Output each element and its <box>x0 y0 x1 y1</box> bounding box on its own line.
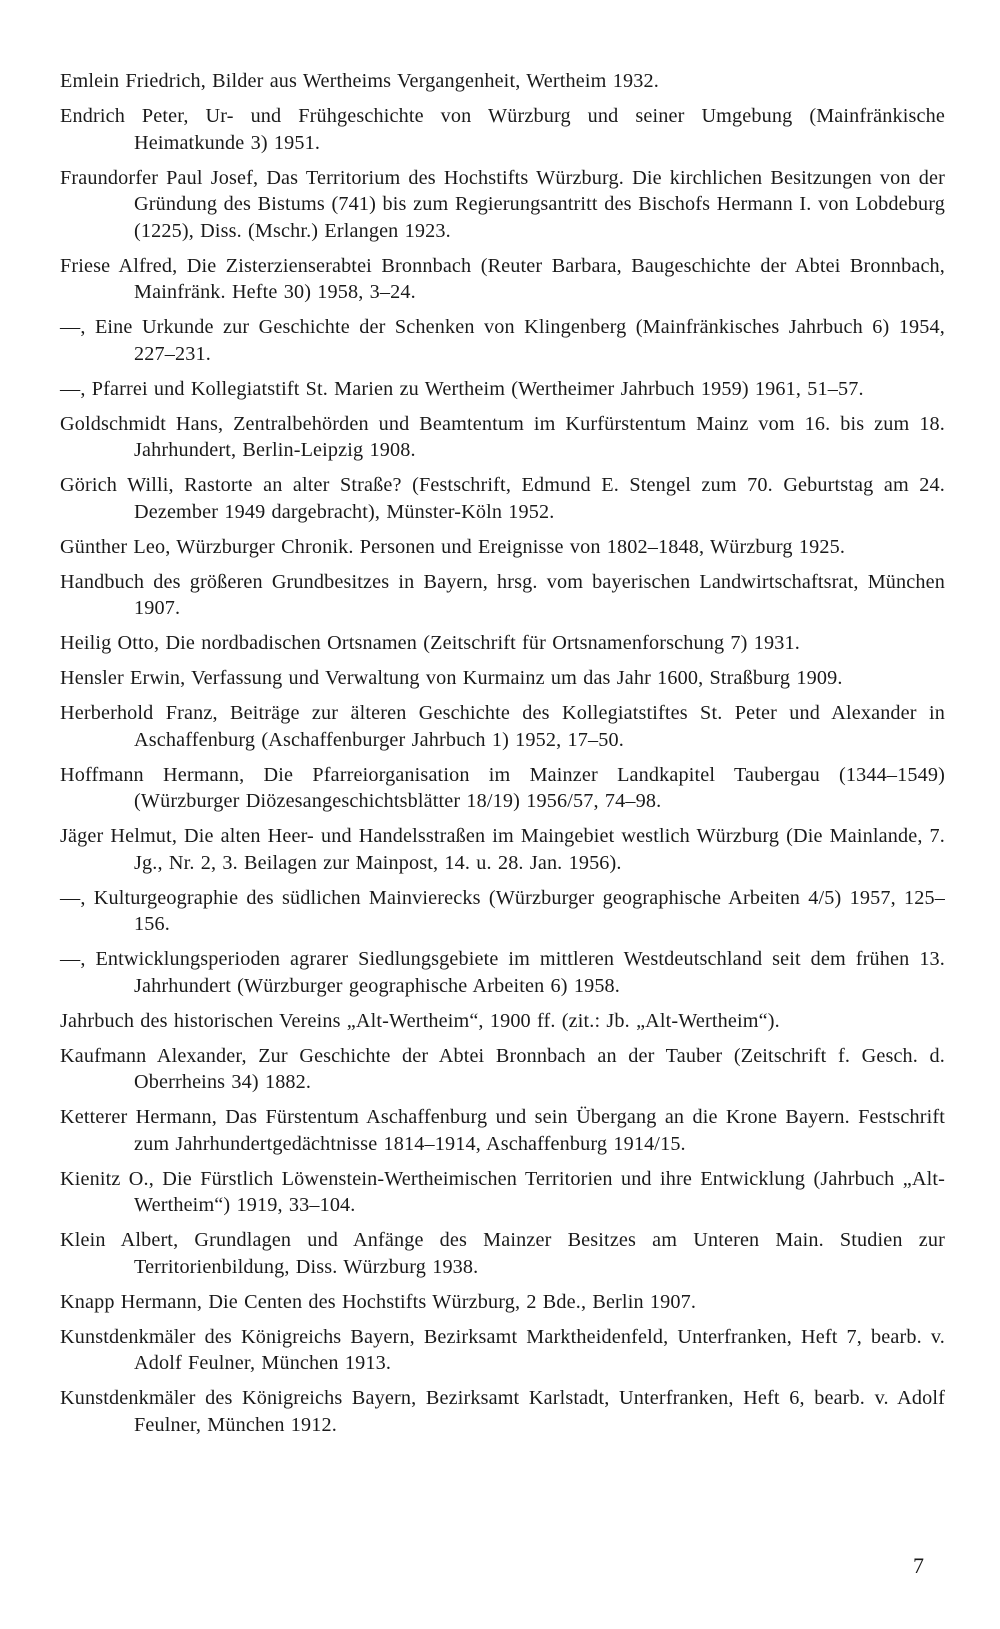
bibliography-entry: Klein Albert, Grundlagen und Anfänge des Mainzer Besitzes am Unteren Main. Studien zur Territorienbildung, Diss. Würzburg 1938. <box>60 1229 945 1278</box>
bibliography-entry: Jäger Helmut, Die alten Heer- und Handelsstraßen im Maingebiet westlich Würzburg (Die Mainlande, 7. Jg., Nr. 2, 3. Beilagen zur Mainpost, 14. u. 28. Jan. 1956). <box>60 825 945 874</box>
bibliography-entry: Herberhold Franz, Beiträge zur älteren Geschichte des Kollegiatstiftes St. Peter und Alexander in Aschaffenburg (Aschaffenburger Jahrbuch 1) 1952, 17–50. <box>60 702 945 751</box>
bibliography-entry: —, Kulturgeographie des südlichen Mainvierecks (Würzburger geographische Arbeiten 4/5) 1957, 125–156. <box>60 886 945 935</box>
bibliography-entry: Goldschmidt Hans, Zentralbehörden und Beamtentum im Kurfürstentum Mainz vom 16. bis zum 18. Jahrhundert, Berlin-Leipzig 1908. <box>60 412 945 461</box>
bibliography-entry: —, Eine Urkunde zur Geschichte der Schenken von Klingenberg (Mainfränkisches Jahrbuch 6) 1954, 227–231. <box>60 316 945 365</box>
bibliography-entry: Friese Alfred, Die Zisterzienserabtei Bronnbach (Reuter Barbara, Baugeschichte der Abtei Bronnbach, Mainfränk. Hefte 30) 1958, 3–24. <box>60 254 945 303</box>
bibliography-entry: Görich Willi, Rastorte an alter Straße? (Festschrift, Edmund E. Stengel zum 70. Geburtstag am 24. Dezember 1949 dargebracht), Münster-Köln 1952. <box>60 474 945 523</box>
bibliography-entry: Emlein Friedrich, Bilder aus Wertheims Vergangenheit, Wertheim 1932. <box>60 70 659 92</box>
bibliography-entry: Handbuch des größeren Grundbesitzes in Bayern, hrsg. vom bayerischen Landwirtschaftsrat, München 1907. <box>60 570 945 619</box>
bibliography-entry: Fraundorfer Paul Josef, Das Territorium des Hochstifts Würzburg. Die kirchlichen Besitzungen von der Gründung des Bistums (741) bis zum Regierungsantritt des Bischofs Hermann I. von Lobdeburg (1225), Diss. (Mschr.) Erlangen 1923. <box>60 166 945 242</box>
bibliography-entry: —, Entwicklungsperioden agrarer Siedlungsgebiete im mittleren Westdeutschland seit dem frühen 13. Jahrhundert (Würzburger geographische Arbeiten 6) 1958. <box>60 948 945 997</box>
page-number: 7 <box>913 1553 924 1578</box>
bibliography-entry: —, Pfarrei und Kollegiatstift St. Marien zu Wertheim (Wertheimer Jahrbuch 1959) 1961, 51–57. <box>60 377 864 400</box>
bibliography-entry: Kienitz O., Die Fürstlich Löwenstein-Wertheimischen Territorien und ihre Entwicklung (Jahrbuch „Alt-Wertheim“) 1919, 33–104. <box>60 1167 945 1216</box>
bibliography-entry: Ketterer Hermann, Das Fürstentum Aschaffenburg und sein Übergang an die Krone Bayern. Festschrift zum Jahrhundertgedächtnisse 1814–1914, Aschaffenburg 1914/15. <box>60 1106 945 1155</box>
bibliography-entry: Hoffmann Hermann, Die Pfarreiorganisation im Mainzer Landkapitel Taubergau (1344–1549) (Würzburger Diözesangeschichtsblätter 18/19) 1956/57, 74–98. <box>60 763 945 812</box>
bibliography-list <box>60 68 945 1447</box>
bibliography-entry: Jahrbuch des historischen Vereins „Alt-Wertheim“, 1900 ff. (zit.: Jb. „Alt-Wertheim“). <box>60 1009 780 1032</box>
bibliography-entry: Kunstdenkmäler des Königreichs Bayern, Bezirksamt Karlstadt, Unterfranken, Heft 6, bearb. v. Adolf Feulner, München 1912. <box>60 1387 945 1436</box>
bibliography-entry: Kaufmann Alexander, Zur Geschichte der Abtei Bronnbach an der Tauber (Zeitschrift f. Gesch. d. Oberrheins 34) 1882. <box>60 1044 945 1093</box>
bibliography-entry: Knapp Hermann, Die Centen des Hochstifts Würzburg, 2 Bde., Berlin 1907. <box>60 1290 697 1313</box>
bibliography-entry: Kunstdenkmäler des Königreichs Bayern, Bezirksamt Marktheidenfeld, Unterfranken, Heft 7, bearb. v. Adolf Feulner, München 1913. <box>60 1325 945 1374</box>
bibliography-entry: Hensler Erwin, Verfassung und Verwaltung von Kurmainz um das Jahr 1600, Straßburg 1909. <box>60 667 843 689</box>
bibliography-entry: Günther Leo, Würzburger Chronik. Personen und Ereignisse von 1802–1848, Würzburg 1925. <box>60 535 846 558</box>
bibliography-entry: Endrich Peter, Ur- und Frühgeschichte von Würzburg und seiner Umgebung (Mainfränkische Heimatkunde 3) 1951. <box>60 105 945 154</box>
bibliography-entry: Heilig Otto, Die nordbadischen Ortsnamen (Zeitschrift für Ortsnamenforschung 7) 1931. <box>60 632 800 654</box>
